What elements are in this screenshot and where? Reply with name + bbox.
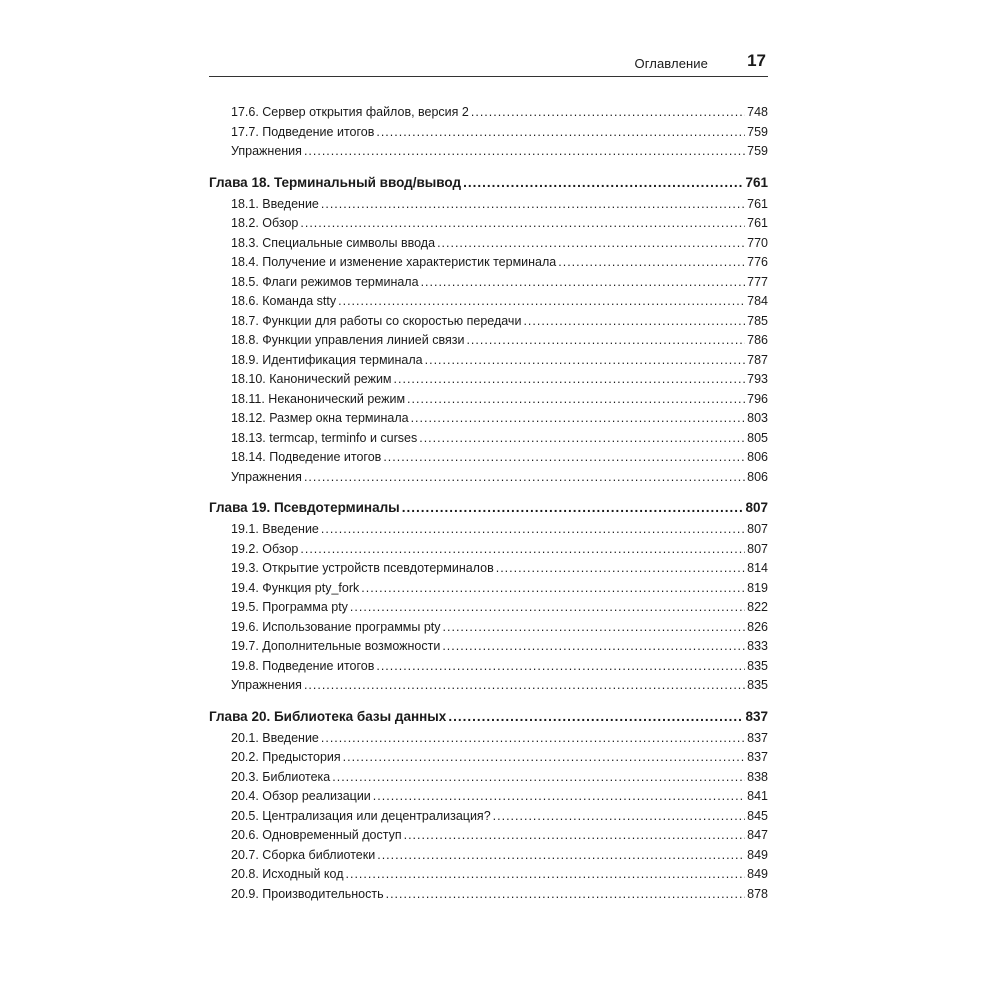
toc-entry-page-number: 770 [747,235,768,250]
dot-leader [404,826,746,846]
toc-entry-page-number: 806 [747,450,768,464]
dot-leader [376,123,745,143]
toc-entry-title: 18.3. Специальные символы ввода [231,235,436,250]
toc-entry-page-number: 814 [747,561,768,575]
toc-entry-page-number: 806 [747,469,768,484]
toc-section-entry [209,195,768,215]
toc-entry-title: 19.1. Введение [231,522,319,536]
toc-entry-title: 20.9. Производительность [231,886,384,901]
toc-entry-page-number: 803 [747,411,768,425]
toc-entry-title: 17.6. Сервер открытия файлов, версия 2 [231,105,469,119]
toc-entry-title: 19.5. Программа pty [231,600,348,614]
toc-section-entry [209,807,768,827]
toc-entry-title: 18.8. Функции управления линией связи [231,333,465,347]
toc-entry-page-number: 776 [747,255,768,269]
toc-entry-page-number: 845 [747,808,768,823]
toc-entry-page-number: 807 [747,522,768,536]
dot-leader [377,846,745,866]
dot-leader [463,171,743,195]
dot-leader [558,253,745,273]
dot-leader [343,748,745,768]
toc-entry-page-number: 837 [745,708,768,724]
dot-leader [304,676,745,696]
toc-entry-title: 18.2. Обзор [231,216,299,230]
toc-section-entry [209,729,768,749]
toc-entry-title: Упражнения [231,144,302,158]
toc-entry-title: 20.4. Обзор реализации [231,789,371,803]
dot-leader [386,885,746,905]
toc-entry-title: Упражнения [231,469,302,484]
toc-chapter-entry [209,171,768,195]
toc-entry-page-number: 759 [747,144,768,158]
toc-section-entry [209,292,768,312]
dot-leader [493,807,745,827]
toc-entry-title: 18.11. Неканонический режим [231,391,406,406]
toc-entry-page-number: 796 [747,391,768,406]
toc-entry-title: Глава 20. Библиотека базы данных [209,708,447,724]
toc-entry-page-number: 748 [747,105,768,119]
dot-leader [373,787,745,807]
toc-section-entry [209,468,768,488]
toc-section-entry [209,748,768,768]
toc-entry-title: 19.3. Открытие устройств псевдотерминалов [231,561,494,575]
toc-entry-title: 18.6. Команда stty [231,294,337,308]
toc-section-entry [209,273,768,293]
dot-leader [443,618,746,638]
toc-entry-page-number: 835 [747,678,768,692]
toc-section-entry [209,351,768,371]
toc-entry-page-number: 807 [747,541,768,556]
toc-section-entry [209,559,768,579]
toc-entry-page-number: 849 [747,867,768,881]
dot-leader [523,312,745,332]
toc-entry-title: 18.9. Идентификация терминала [231,352,423,367]
table-of-contents [209,103,768,904]
toc-section-entry [209,253,768,273]
toc-section-entry [209,234,768,254]
toc-section-entry [209,618,768,638]
dot-leader [300,214,745,234]
dot-leader [496,559,745,579]
toc-entry-title: 20.8. Исходный код [231,867,344,881]
dot-leader [466,331,745,351]
toc-section-entry [209,846,768,866]
toc-entry-title: 20.2. Предыстория [231,750,341,764]
toc-entry-page-number: 807 [745,500,768,515]
toc-entry-title: 20.7. Сборка библиотеки [231,847,376,862]
toc-section-entry [209,448,768,468]
toc-entry-title: 19.8. Подведение итогов [231,658,375,673]
toc-entry-title: 18.12. Размер окна терминала [231,411,409,425]
dot-leader [321,195,745,215]
toc-entry-title: 18.14. Подведение итогов [231,450,382,464]
toc-entry-title: Глава 19. Псевдотерминалы [209,500,400,515]
toc-entry-title: 17.7. Подведение итогов [231,124,375,139]
toc-entry-page-number: 837 [747,730,768,745]
toc-entry-page-number: 822 [747,600,768,614]
toc-entry-page-number: 826 [747,619,768,634]
toc-entry-page-number: 833 [747,639,768,653]
toc-entry-page-number: 849 [747,847,768,862]
toc-section-entry [209,520,768,540]
toc-section-entry [209,787,768,807]
toc-section-entry [209,214,768,234]
toc-section-entry [209,103,768,123]
toc-entry-title: 20.5. Централизация или децентрализация? [231,808,491,823]
dot-leader [471,103,745,123]
page-header [209,50,768,77]
toc-section-entry [209,885,768,905]
toc-entry-title: 20.1. Введение [231,730,319,745]
toc-entry-title: 18.5. Флаги режимов терминала [231,274,419,289]
toc-entry-title: 18.7. Функции для работы со скоростью передачи [231,313,522,328]
dot-leader [394,370,746,390]
toc-section-entry [209,657,768,677]
toc-section-entry [209,370,768,390]
toc-section-entry [209,540,768,560]
page-number: 17 [747,51,766,70]
dot-leader [338,292,745,312]
toc-section-entry [209,409,768,429]
dot-leader [361,579,745,599]
toc-entry-page-number: 793 [747,372,768,386]
running-title: Оглавление [634,56,708,71]
toc-entry-title: 19.4. Функция pty_fork [231,580,360,595]
toc-section-entry [209,579,768,599]
toc-entry-page-number: 761 [747,196,768,211]
dot-leader [402,496,744,520]
toc-entry-page-number: 786 [747,333,768,347]
toc-entry-page-number: 785 [747,313,768,328]
dot-leader [421,273,746,293]
toc-section-entry [209,676,768,696]
toc-entry-page-number: 805 [747,430,768,445]
dot-leader [300,540,745,560]
toc-entry-page-number: 761 [747,216,768,230]
toc-entry-title: 19.7. Дополнительные возможности [231,639,441,653]
toc-entry-title: 19.2. Обзор [231,541,299,556]
toc-section-entry [209,142,768,162]
dot-leader [411,409,746,429]
toc-entry-title: 19.6. Использование программы pty [231,619,441,634]
dot-leader [304,142,745,162]
toc-section-entry [209,312,768,332]
dot-leader [376,657,745,677]
dot-leader [425,351,746,371]
toc-entry-title: Упражнения [231,678,302,692]
dot-leader [383,448,745,468]
dot-leader [442,637,745,657]
toc-entry-page-number: 761 [745,174,768,190]
dot-leader [350,598,745,618]
toc-section-entry [209,826,768,846]
dot-leader [304,468,745,488]
toc-entry-page-number: 787 [747,352,768,367]
toc-section-entry [209,865,768,885]
dot-leader [321,520,745,540]
toc-entry-page-number: 838 [747,769,768,784]
toc-entry-page-number: 835 [747,658,768,673]
toc-section-entry [209,429,768,449]
toc-entry-title: 20.6. Одновременный доступ [231,828,402,842]
toc-entry-page-number: 841 [747,789,768,803]
toc-entry-title: Глава 18. Терминальный ввод/вывод [209,174,462,190]
toc-entry-title: 18.10. Канонический режим [231,372,392,386]
toc-section-entry [209,390,768,410]
toc-entry-page-number: 837 [747,750,768,764]
toc-entry-title: 20.3. Библиотека [231,769,331,784]
dot-leader [321,729,745,749]
toc-section-entry [209,331,768,351]
dot-leader [346,865,746,885]
toc-entry-page-number: 878 [747,886,768,901]
dot-leader [407,390,745,410]
toc-entry-page-number: 847 [747,828,768,842]
toc-entry-page-number: 819 [747,580,768,595]
dot-leader [332,768,745,788]
toc-chapter-entry [209,496,768,520]
toc-chapter-entry [209,705,768,729]
toc-section-entry [209,768,768,788]
toc-section-entry [209,637,768,657]
toc-entry-title: 18.1. Введение [231,196,319,211]
toc-entry-title: 18.13. termcap, terminfo и curses [231,430,418,445]
toc-entry-page-number: 759 [747,124,768,139]
toc-entry-title: 18.4. Получение и изменение характеристик терминала [231,255,557,269]
dot-leader [419,429,745,449]
toc-section-entry [209,123,768,143]
toc-entry-page-number: 777 [747,274,768,289]
dot-leader [448,705,743,729]
toc-section-entry [209,598,768,618]
dot-leader [437,234,745,254]
toc-entry-page-number: 784 [747,294,768,308]
